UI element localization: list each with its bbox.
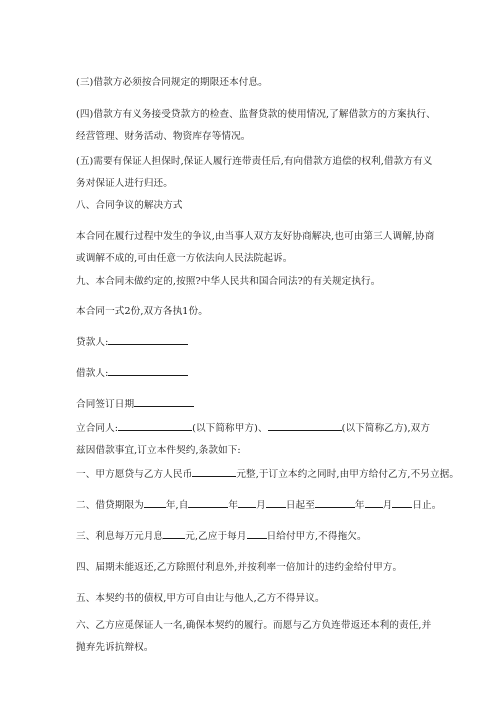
- start-day-blank[interactable]: [266, 497, 286, 508]
- term-2-text: [76, 495, 442, 517]
- term-5-text: 五、本契约书的债权,甲方可自由让与他人,乙方不得异议。: [76, 593, 325, 604]
- borrower-label: 借款人:: [76, 368, 109, 379]
- end-month-blank[interactable]: [365, 497, 383, 508]
- lender-signature-blank[interactable]: [108, 334, 188, 345]
- term-years-blank[interactable]: [144, 497, 166, 508]
- dispute-resolution-text: 本合同在履行过程中发生的争议,由当事人双方友好协商解决,也可由第三人调解,协商或调解不成的,可由任意一方依法向人民法院起诉。: [76, 231, 435, 264]
- term-2-part-h: 日止。: [412, 500, 442, 511]
- party-b-suffix: (以下简称乙方),双方兹因借款事宜,订立本件契约,条款如下:: [76, 423, 431, 456]
- term-2-part-c: 年: [228, 500, 239, 511]
- term-3-part-a: 三、利息每万元月息: [76, 531, 164, 542]
- payment-day-blank[interactable]: [247, 528, 267, 539]
- term-2-part-b: 年,自: [165, 500, 189, 511]
- clause-5-text: (五)需要有保证人担保时,保证人履行连带责任后,有向借款方追偿的权利,借款方有义务对保证人进行归还。: [76, 156, 433, 189]
- party-a-suffix: (以下简称甲方)、: [192, 423, 268, 434]
- sign-date-blank[interactable]: [134, 396, 194, 407]
- section-8-heading: 八、合同争议的解决方式: [76, 200, 183, 211]
- start-year-blank[interactable]: [188, 497, 228, 508]
- loan-amount-blank[interactable]: [192, 466, 236, 477]
- term-1-part-b: 元整,于订立本约之同时,由甲方给付乙方,不另立据。: [236, 469, 460, 480]
- term-3-text: [76, 526, 438, 548]
- term-4-text: 四、届期未能返还,乙方除照付利息外,并按利率一倍加计的违约金给付甲方。: [76, 562, 403, 573]
- term-2-part-d: 月: [256, 500, 266, 511]
- lender-label: 贷款人:: [76, 337, 109, 348]
- term-1-text: [76, 464, 460, 486]
- clause-3-text: (三)借款方必须按合同规定的期限还本付息。: [76, 77, 268, 88]
- sign-date-line: [76, 394, 438, 416]
- term-3-part-b: 元,乙应于每月: [185, 531, 247, 542]
- lender-signature-line: [76, 332, 438, 354]
- start-month-blank[interactable]: [238, 497, 256, 508]
- borrower-signature-blank[interactable]: [108, 365, 188, 376]
- parties-prefix: 立合同人:: [76, 423, 119, 434]
- clause-4-text: (四)借款方有义务接受贷款方的检查、监督贷款的使用情况,了解借款方的方案执行、经营管理、财务活动、物资库存等情况。: [76, 109, 436, 142]
- party-a-blank[interactable]: [118, 420, 192, 431]
- copies-text: 本合同一式2份,双方各执1份。: [76, 306, 208, 317]
- parties-text: [76, 418, 438, 462]
- term-2-part-a: 二、借贷期限为: [76, 500, 144, 511]
- term-6-text: 六、乙方应觅保证人一名,确保本契约的履行。而愿与乙方负连带返还本利的责任,并抛弃先诉抗辩权。: [76, 620, 432, 653]
- term-1-part-a: 一、甲方愿贷与乙方人民币: [76, 469, 193, 480]
- term-2-part-g: 月: [382, 500, 393, 511]
- term-3-part-c: 日给付甲方,不得拖欠。: [266, 531, 367, 542]
- monthly-interest-blank[interactable]: [163, 528, 185, 539]
- sign-date-label: 合同签订日期: [76, 399, 135, 410]
- end-day-blank[interactable]: [392, 497, 412, 508]
- section-9-text: 九、本合同未做约定的,按照?中华人民共和国合同法?的有关规定执行。: [76, 276, 381, 287]
- borrower-signature-line: [76, 363, 438, 385]
- end-year-blank[interactable]: [315, 497, 355, 508]
- term-2-part-f: 年: [354, 500, 365, 511]
- party-b-blank[interactable]: [268, 420, 342, 431]
- term-2-part-e: 日起至: [285, 500, 315, 511]
